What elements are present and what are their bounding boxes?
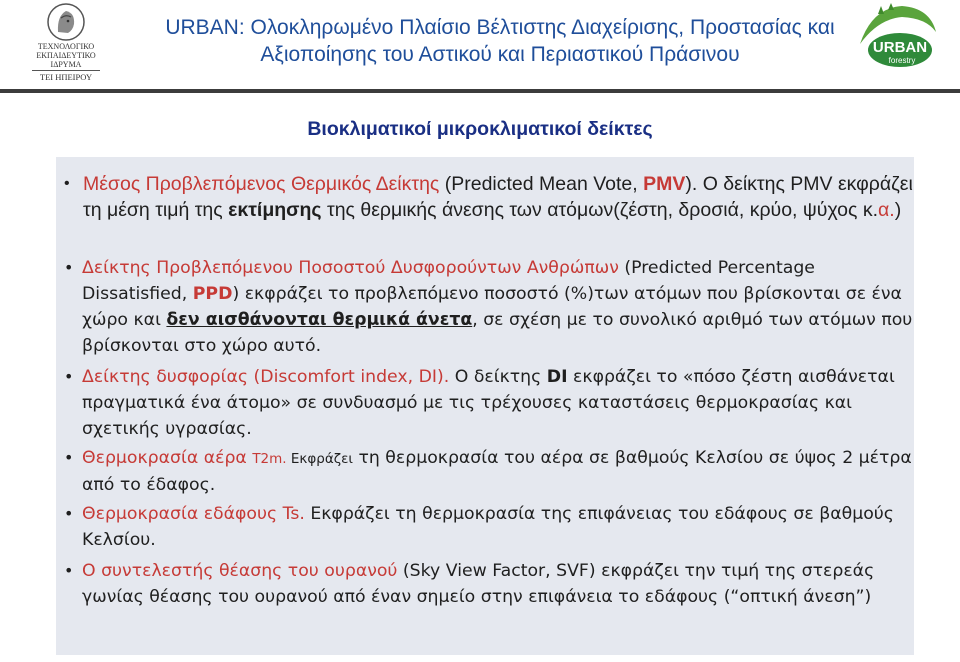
abbr-pmv: PMV — [643, 173, 686, 195]
text-segment: ) — [894, 199, 902, 221]
text-segment: (Predicted Percentage Dissatisfied, — [82, 258, 815, 304]
bullet-dot: • — [64, 504, 74, 523]
text-segment: ) εκφράζει το προβλεπόμενο ποσοστό (%)των ατόμων που βρίσκονται σε ένα χώρο και — [82, 284, 902, 330]
term-svf: Ο συντελεστής θέασης του ουρανού — [82, 561, 398, 581]
bullet-svf — [56, 558, 914, 610]
abbr-t2m: T2m. — [252, 451, 287, 467]
logo-text-line4: ΤΕΙ ΗΠΕΙΡΟΥ — [32, 70, 100, 82]
head-emblem-icon — [46, 2, 86, 42]
text-segment: (Predicted Mean Vote, — [439, 173, 644, 195]
text-segment: τη θερμοκρασία του αέρα σε βαθμούς Κελσίου σε ύψος 2 μέτρα από το έδαφος. — [82, 448, 912, 495]
emphasis-text: εκτίμησης — [228, 199, 322, 221]
bullet-text — [56, 364, 914, 442]
slide-header — [0, 0, 960, 96]
term-ts: Θερμοκρασία εδάφους Ts. — [82, 504, 305, 524]
emphasis-text: δεν αισθάνονται θερμικά άνετα — [166, 310, 473, 330]
logo-word-forestry: forestry — [888, 56, 916, 65]
urban-forestry-icon — [852, 2, 942, 78]
logo-text-line1: ΤΕΧΝΟΛΟΓΙΚΟ — [37, 42, 95, 51]
text-segment: , σε σχέση με το συνολικό αριθμό των ατόμων που βρίσκονται στο χώρο αυτό. — [82, 310, 913, 356]
logo-text-line2: ΕΚΠΑΙΔΕΥΤΙΚΟ — [36, 51, 96, 60]
bullet-di — [56, 364, 914, 442]
text-segment-red: α. — [878, 199, 895, 221]
bullet-text — [56, 501, 914, 553]
text-segment: Ο δείκτης — [449, 367, 547, 387]
logo-text-line3: ΙΔΡΥΜΑ — [50, 60, 82, 69]
bullet-dot: • — [64, 367, 74, 386]
bullet-dot: • — [64, 448, 74, 467]
bullet-dot: • — [64, 561, 74, 580]
bullet-ts — [56, 501, 914, 553]
slide-subtitle: Βιοκλιματικοί μικροκλιματικοί δείκτες — [307, 118, 653, 140]
bullet-dot: • — [64, 175, 70, 192]
bullet-t2m — [56, 445, 914, 498]
term-di: Δείκτης δυσφορίας (Discomfort index, DI). — [82, 367, 450, 387]
abbr-ppd: PPD — [192, 284, 233, 304]
text-segment: (Sky View Factor, SVF) εκφράζει την τιμή της στερεάς γωνίας θέασης του ουρανού από έναν σημείο στην επιφάνεια το εδάφους (“οπτική άνεση”) — [82, 561, 875, 607]
text-segment: εκφράζει το «πόσο ζέστη αισθάνεται πραγματικά ένα άτομο» σε συνδυασμό με τις τρέχουσες καταστάσεις θερμοκρασίας και σχετικής υγρασίας. — [82, 367, 895, 439]
bullet-text — [56, 171, 914, 223]
content-panel — [56, 157, 914, 655]
bullet-ppd — [56, 255, 914, 359]
term-ppd: Δείκτης Προβλεπόμενου Ποσοστού Δυσφορούντων Ανθρώπων — [82, 258, 619, 278]
title-line-1: URBAN: Ολοκληρωμένο Πλαίσιο Βέλτιστης Διαχείρισης, Προστασίας και — [165, 16, 835, 39]
title-line-2: Αξιοποίησης του Αστικού και Περιαστικού Πράσινου — [260, 43, 740, 66]
abbr-di: DI — [546, 367, 568, 387]
term-t2m: Θερμοκρασία αέρα — [82, 448, 253, 468]
tei-epirus-logo — [24, 2, 108, 82]
term-pmv: Μέσος Προβλεπόμενος Θερμικός Δείκτης — [83, 173, 440, 195]
page-title — [150, 14, 850, 68]
bullet-dot: • — [64, 258, 74, 277]
bullet-text — [56, 445, 914, 498]
text-segment-small: Εκφράζει — [286, 451, 353, 467]
text-segment: ). Ο δείκτης PMV εκφράζει τη μέση τιμή της — [83, 173, 913, 221]
bullet-text — [56, 558, 914, 610]
bullet-text — [56, 255, 914, 359]
text-segment: της θερμικής άνεσης των ατόμων(ζέστη, δροσιά, κρύο, ψύχος κ. — [321, 199, 878, 221]
logo-word-urban: URBAN — [872, 39, 928, 56]
header-divider — [0, 89, 960, 93]
text-segment: Εκφράζει τη θερμοκρασία της επιφάνειας του εδάφους σε βαθμούς Κελσίου. — [82, 504, 894, 550]
bullet-pmv — [56, 171, 914, 223]
urban-forestry-logo — [852, 2, 942, 78]
